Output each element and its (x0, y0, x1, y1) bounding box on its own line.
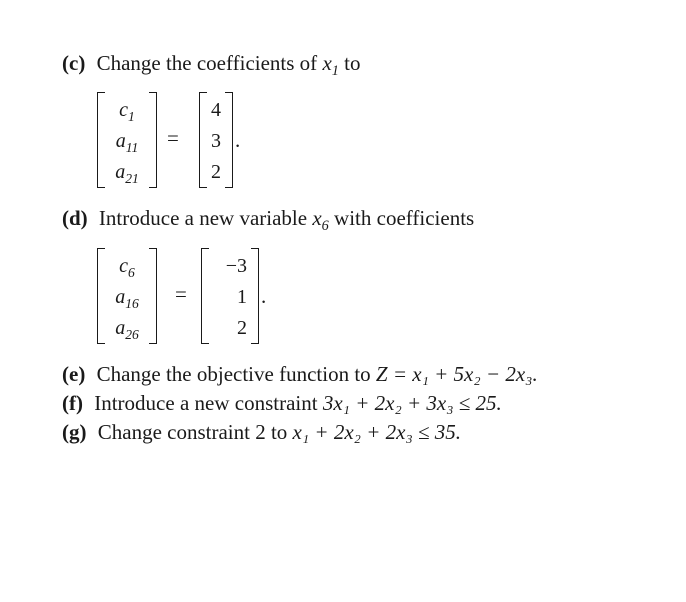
item-c-label: (c) (62, 51, 86, 75)
item-c-lhs-vector (97, 92, 157, 188)
item-e-label: (e) (62, 362, 86, 386)
item-f-label: (f) (62, 391, 83, 415)
item-d-lhs-entry: $c_6$ (119, 255, 135, 280)
item-d-text: Introduce a new variable (98, 206, 313, 230)
item-d-lhs-vector (97, 248, 157, 344)
item-c-rhs-entry: 3 (211, 130, 221, 152)
item-d-equals: = (175, 282, 187, 306)
item-d (62, 205, 475, 234)
item-d-text-after: with coefficients (328, 206, 475, 230)
item-c-lhs-entry: $c_1$ (119, 99, 135, 124)
item-f (62, 390, 502, 416)
item-c-lhs-entry: $a_{21}$ (115, 161, 139, 186)
item-d-rhs-entry: −3 (225, 255, 247, 277)
item-c-rhs-entry: 4 (211, 99, 221, 121)
item-d-lhs-entry: $a_{26}$ (115, 317, 139, 342)
item-c-period: . (235, 128, 241, 152)
item-d-period: . (261, 284, 267, 308)
item-c-rhs-vector (199, 92, 233, 188)
item-c-equals: = (167, 126, 179, 150)
item-d-lhs-entry: $a_{16}$ (115, 286, 139, 311)
item-d-rhs-entry: 1 (237, 286, 247, 308)
item-f-expression: 3x₁ + 2x₂ + 3x₃ ≤ 25. (322, 391, 502, 415)
item-c (62, 50, 361, 79)
item-e-expression: Z = x₁ + 5x₂ − 2x₃. (375, 362, 538, 386)
item-g (62, 419, 461, 445)
item-g-expression: x₁ + 2x₂ + 2x₃ ≤ 35. (292, 420, 462, 444)
item-d-rhs-entry: 2 (237, 317, 247, 339)
item-c-text-after: to (338, 51, 361, 75)
item-g-text: Change constraint 2 to (97, 420, 288, 444)
item-e-text: Change the objective function to (96, 362, 371, 386)
item-c-lhs-entry: $a_{11}$ (115, 130, 139, 155)
item-g-label: (g) (62, 420, 87, 444)
item-c-var: $x_1$ (322, 51, 339, 79)
item-d-var: $x_6$ (312, 206, 329, 234)
item-d-rhs-vector (201, 248, 259, 344)
item-e (62, 361, 538, 387)
item-c-rhs-entry: 2 (211, 161, 221, 183)
item-c-text: Change the coefficients of (96, 51, 323, 75)
item-d-label: (d) (62, 206, 88, 230)
item-f-text: Introduce a new constraint (94, 391, 318, 415)
